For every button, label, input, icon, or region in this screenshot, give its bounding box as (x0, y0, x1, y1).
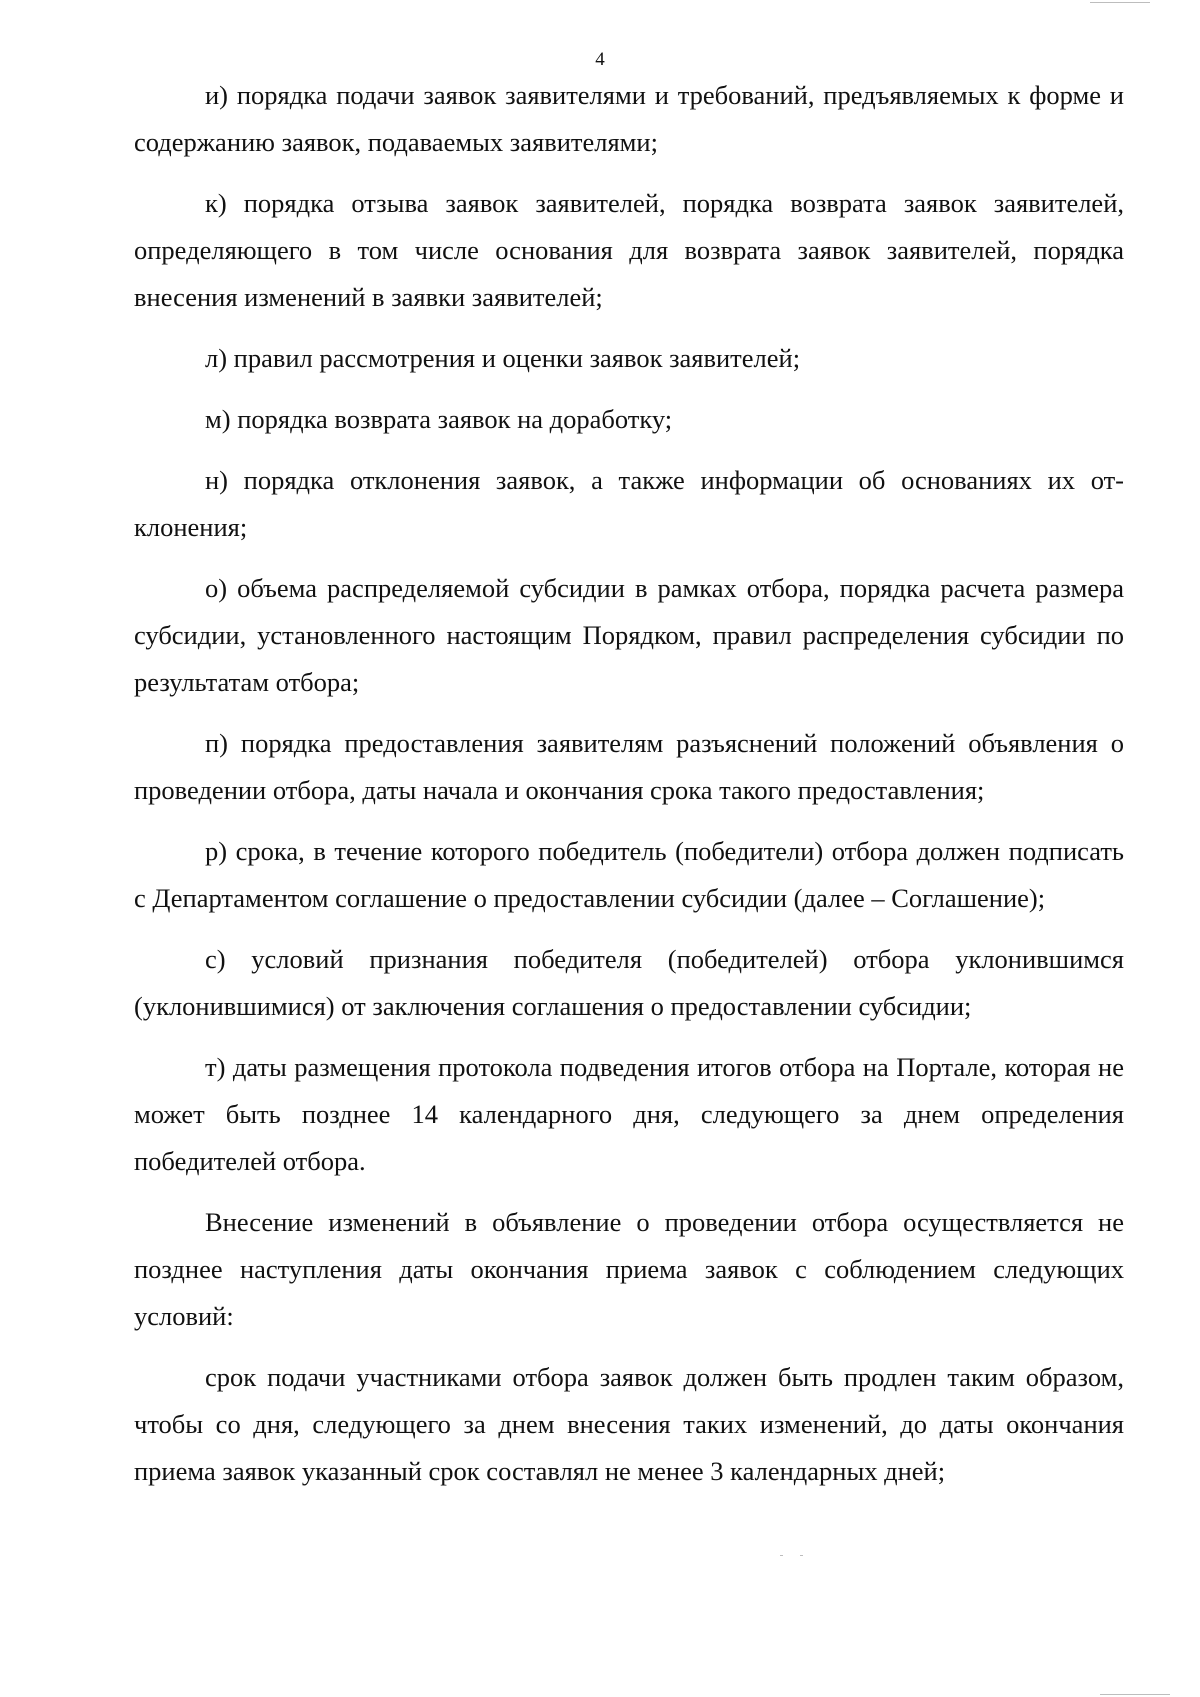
paragraph-o: о) объема распределяемой субсидии в рамках отбора, порядка расчета размера субсидии, установленного настоящим Порядком, правил распределения субсидии по результатам отбора; (134, 573, 1124, 697)
paragraph-k: к) порядка отзыва заявок заявителей, порядка возврата заявок заявителей, определяющего в том числе основания для возврата заявок заявителей, порядка внесения изменений в заявки заявителей; (134, 188, 1124, 312)
scan-speck (780, 1555, 783, 1556)
paragraph-p: п) порядка предоставления заявителям разъяснений положений объявления о проведении отбора, даты начала и окончания срока такого предоставления; (134, 728, 1124, 805)
paragraph-t: т) даты размещения протокола подведения итогов отбора на Портале, которая не может быть позднее 14 календарного дня, следующего за днем определения победителей отбора. (134, 1052, 1124, 1176)
scan-speck (1090, 2, 1150, 3)
paragraph-l: л) правил рассмотрения и оценки заявок заявителей; (205, 343, 801, 373)
paragraph-s: с) условий признания победителя (победителей) отбора уклонившимся (уклонившимися) от заключения соглашения о предоставлении субсидии; (134, 944, 1124, 1021)
document-body (134, 72, 1124, 1495)
paragraph-m: м) порядка возврата заявок на доработку; (205, 404, 673, 434)
scan-speck (1100, 1694, 1170, 1695)
paragraph-i: и) порядка подачи заявок заявителями и требований, предъявляемых к форме и содержанию заявок, подаваемых заявителями; (134, 80, 1124, 157)
page-number: 4 (595, 49, 605, 70)
paragraph-n: н) порядка отклонения заявок, а также информации об основаниях их отклонения; (134, 465, 1124, 542)
paragraph-amendments: Внесение изменений в объявление о проведении отбора осуществляется не позднее наступления даты окончания приема заявок с соблюдением следующих условий: (134, 1207, 1124, 1331)
paragraph-r: р) срока, в течение которого победитель (победители) отбора должен подписать с Департаментом соглашение о предоставлении субсидии (далее – Соглашение); (134, 836, 1124, 913)
scan-speck (800, 1555, 803, 1556)
paragraph-deadline: срок подачи участниками отбора заявок должен быть продлен таким образом, чтобы со дня, следующего за днем внесения таких изменений, до даты окончания приема заявок указанный срок составлял не менее 3 календарных дней; (134, 1362, 1124, 1486)
